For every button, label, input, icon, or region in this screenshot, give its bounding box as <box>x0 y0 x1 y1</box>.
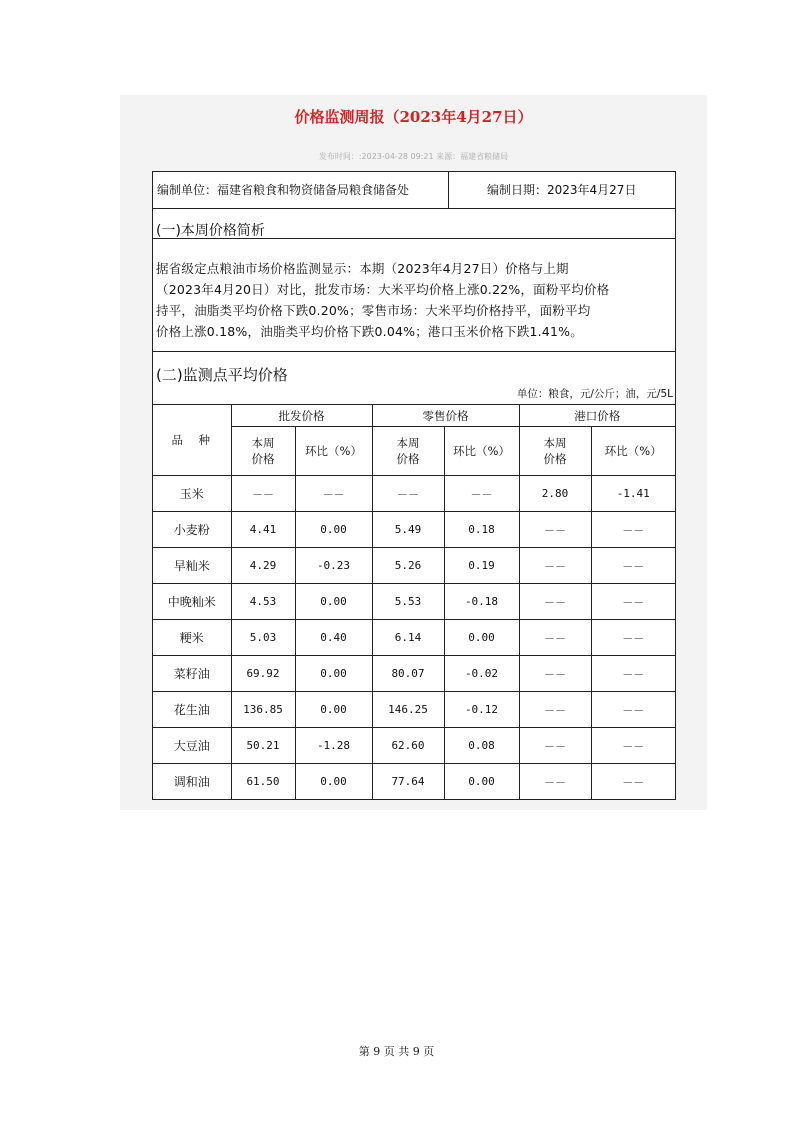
price-cell: 0.00 <box>295 584 372 620</box>
change-header: 环比（%） <box>444 427 519 476</box>
price-cell: -1.28 <box>295 728 372 764</box>
price-cell: 0.00 <box>295 692 372 728</box>
price-cell: －－ <box>519 584 591 620</box>
price-cell: －－ <box>295 476 372 512</box>
section2-title: (二)监测点平均价格 <box>156 366 288 384</box>
table-row <box>153 548 675 584</box>
price-cell: 77.64 <box>372 764 444 800</box>
price-cell: 0.00 <box>295 656 372 692</box>
price-table <box>153 404 675 800</box>
price-cell: 62.60 <box>372 728 444 764</box>
price-cell: －－ <box>591 512 675 548</box>
price-cell: 0.00 <box>444 620 519 656</box>
compiling-date: 编制日期：2023年4月27日 <box>487 183 637 197</box>
table-header-row <box>153 405 675 427</box>
price-cell: －－ <box>591 548 675 584</box>
price-cell: 146.25 <box>372 692 444 728</box>
variety-name: 早籼米 <box>153 548 231 584</box>
port-header: 港口价格 <box>519 405 675 427</box>
price-cell: 0.08 <box>444 728 519 764</box>
price-cell: 6.14 <box>372 620 444 656</box>
price-cell: 50.21 <box>231 728 295 764</box>
price-cell: -0.23 <box>295 548 372 584</box>
table-row <box>153 620 675 656</box>
report-title: 价格监测周报（2023年4月27日） <box>294 108 533 126</box>
price-analysis <box>153 240 675 352</box>
analysis-line: （2023年4月20日）对比，批发市场：大米平均价格上涨0.22%，面粉平均价格 <box>156 282 610 297</box>
variety-name: 菜籽油 <box>153 656 231 692</box>
variety-name: 玉米 <box>153 476 231 512</box>
price-cell: 0.00 <box>295 764 372 800</box>
price-cell: 61.50 <box>231 764 295 800</box>
price-cell: －－ <box>591 584 675 620</box>
variety-header: 品 种 <box>153 405 231 476</box>
price-cell: －－ <box>444 476 519 512</box>
price-cell: －－ <box>231 476 295 512</box>
price-cell: －－ <box>519 656 591 692</box>
info-row <box>153 172 675 209</box>
variety-name: 粳米 <box>153 620 231 656</box>
table-row <box>153 692 675 728</box>
price-cell: 80.07 <box>372 656 444 692</box>
table-row <box>153 656 675 692</box>
analysis-line: 持平，油脂类平均价格下跌0.20%；零售市场：大米平均价格持平，面粉平均 <box>156 303 591 318</box>
price-cell: 5.03 <box>231 620 295 656</box>
price-cell: -1.41 <box>591 476 675 512</box>
price-cell: －－ <box>519 620 591 656</box>
table-row <box>153 512 675 548</box>
current-price-header: 本周 价格 <box>372 427 444 476</box>
price-cell: －－ <box>519 764 591 800</box>
analysis-line: 价格上涨0.18%，油脂类平均价格下跌0.04%；港口玉米价格下跌1.41%。 <box>156 324 583 339</box>
price-cell: －－ <box>519 728 591 764</box>
current-price-header: 本周 价格 <box>231 427 295 476</box>
price-cell: 4.29 <box>231 548 295 584</box>
price-cell: －－ <box>591 692 675 728</box>
price-cell: －－ <box>519 692 591 728</box>
table-row <box>153 584 675 620</box>
publish-meta: 发布时间：:2023-04-28 09:21 来源：福建省粮储局 <box>318 152 509 161</box>
change-header: 环比（%） <box>591 427 675 476</box>
price-cell: 5.49 <box>372 512 444 548</box>
table-row <box>153 764 675 800</box>
variety-name: 花生油 <box>153 692 231 728</box>
change-header: 环比（%） <box>295 427 372 476</box>
page-number: 第 9 页 共 9 页 <box>358 1045 435 1058</box>
compiling-unit: 编制单位：福建省粮食和物资储备局粮食储备处 <box>153 172 449 208</box>
price-cell: 0.18 <box>444 512 519 548</box>
report-document <box>152 171 676 800</box>
price-cell: 2.80 <box>519 476 591 512</box>
retail-header: 零售价格 <box>372 405 519 427</box>
price-cell: 5.53 <box>372 584 444 620</box>
price-cell: －－ <box>372 476 444 512</box>
price-cell: 4.53 <box>231 584 295 620</box>
variety-name: 小麦粉 <box>153 512 231 548</box>
price-cell: 4.41 <box>231 512 295 548</box>
variety-name: 调和油 <box>153 764 231 800</box>
table-subheader-row <box>153 427 675 476</box>
price-cell: -0.18 <box>444 584 519 620</box>
table-row <box>153 728 675 764</box>
price-cell: 136.85 <box>231 692 295 728</box>
price-cell: 0.00 <box>295 512 372 548</box>
price-cell: 0.00 <box>444 764 519 800</box>
price-cell: 0.19 <box>444 548 519 584</box>
table-row <box>153 476 675 512</box>
price-cell: －－ <box>591 728 675 764</box>
price-cell: －－ <box>591 764 675 800</box>
price-cell: -0.02 <box>444 656 519 692</box>
price-cell: －－ <box>591 656 675 692</box>
price-cell: －－ <box>519 512 591 548</box>
price-cell: -0.12 <box>444 692 519 728</box>
variety-name: 中晚籼米 <box>153 584 231 620</box>
price-cell: 69.92 <box>231 656 295 692</box>
price-cell: 5.26 <box>372 548 444 584</box>
variety-name: 大豆油 <box>153 728 231 764</box>
current-price-header: 本周 价格 <box>519 427 591 476</box>
price-cell: 0.40 <box>295 620 372 656</box>
price-cell: －－ <box>519 548 591 584</box>
analysis-line: 据省级定点粮油市场价格监测显示：本期（2023年4月27日）价格与上期 <box>156 261 569 276</box>
price-cell: －－ <box>591 620 675 656</box>
unit-note: 单位：粮食，元/公斤；油，元/5L <box>516 388 673 400</box>
wholesale-header: 批发价格 <box>231 405 372 427</box>
section1-title: (一)本周价格简析 <box>153 209 675 239</box>
